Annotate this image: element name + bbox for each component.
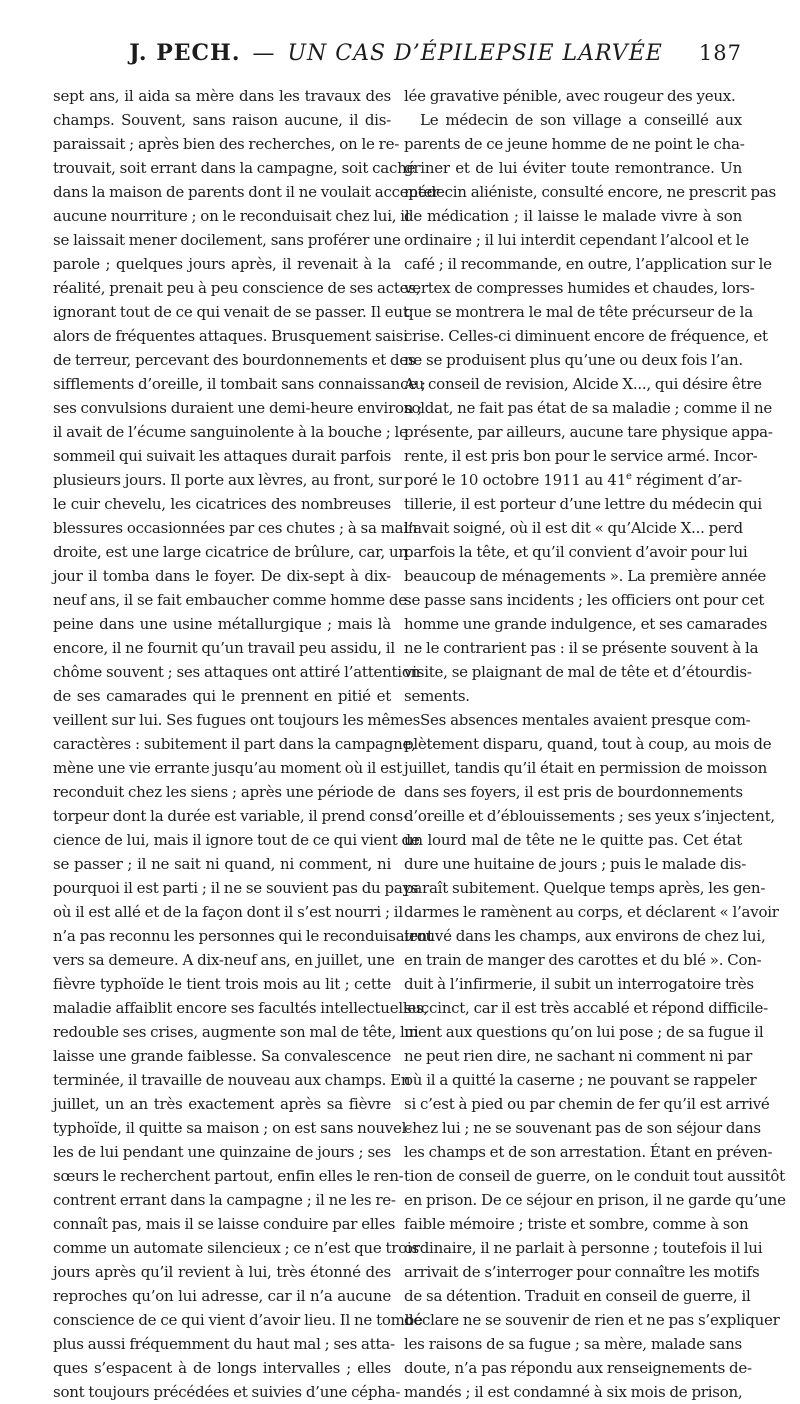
text-line: n’a pas reconnu les personnes qui le reconduisaient	[53, 927, 433, 945]
text-line: blessures occasionnées par ces chutes ; à sa main	[53, 519, 418, 537]
text-line: arrivait de s’interroger pour connaître les motifs	[404, 1263, 760, 1281]
text-line: reconduit chez les siens ; après une période de	[53, 783, 396, 801]
text-line: médecin aliéniste, consulté encore, ne prescrit pas	[404, 183, 777, 201]
text-line: juillet, tandis qu’il était en permission de moisson	[404, 759, 767, 777]
text-line: maladie affaiblit encore ses facultés intellectuelles,	[53, 999, 429, 1017]
text-line: sept ans, il aida sa mère dans les travaux des	[53, 87, 391, 105]
text-line: faible mémoire ; triste et sombre, comme à son	[404, 1215, 749, 1233]
text-line: contrent errant dans la campagne ; il ne les re-	[53, 1191, 396, 1209]
text-line: ment aux questions qu’on lui pose ; de sa fugue il	[404, 1023, 764, 1041]
page-number: 187	[698, 41, 742, 65]
running-head-author: J. PECH.	[129, 40, 241, 66]
text-line: les raisons de sa fugue ; sa mère, malade sans	[404, 1335, 742, 1353]
text-line: réalité, prenait peu à peu conscience de ses actes,	[53, 279, 421, 297]
text-line: de ses camarades qui le prennent en pitié et	[53, 687, 391, 705]
text-line: comme un automate silencieux ; ce n’est que trois	[53, 1239, 419, 1257]
text-line: en prison. De ce séjour en prison, il ne garde qu’une	[404, 1191, 786, 1209]
running-head-title: UN CAS D’ÉPILEPSIE LARVÉE	[287, 41, 663, 66]
running-title	[50, 38, 742, 69]
running-head-separator: —	[252, 41, 276, 66]
text-line: ques s’espacent à de longs intervalles ; elles	[53, 1359, 391, 1377]
text-line: mène une vie errante jusqu’au moment où il est	[53, 759, 402, 777]
text-line: plètement disparu, quand, tout à coup, au mois de	[404, 735, 772, 753]
text-line: homme une grande indulgence, et ses camarades	[404, 615, 768, 633]
text-line: griner et de lui éviter toute remontrance. Un	[404, 159, 742, 177]
text-line: fièvre typhoïde le tient trois mois au lit ; cette	[53, 975, 391, 993]
text-line: plus aussi fréquemment du haut mal ; ses atta-	[53, 1335, 395, 1353]
text-line: de sa détention. Traduit en conseil de guerre, il	[404, 1287, 751, 1305]
text-line: reproches qu’on lui adresse, car il n’a aucune	[53, 1287, 391, 1305]
text-line: sœurs le recherchent partout, enfin elles le ren-	[53, 1167, 404, 1185]
text-line: se passer ; il ne sait ni quand, ni comment, ni	[53, 855, 391, 873]
text-line: les champs et de son arrestation. Étant en préven-	[404, 1143, 773, 1161]
text-line: torpeur dont la durée est variable, il prend cons-	[53, 807, 408, 825]
text-line: se laissait mener docilement, sans proférer une	[53, 231, 401, 249]
text-line: connaît pas, mais il se laisse conduire par elles	[53, 1215, 396, 1233]
text-line: dans la maison de parents dont il ne voulait accepter	[53, 183, 440, 201]
text-line: sements.	[404, 687, 470, 705]
text-line: dure une huitaine de jours ; puis le malade dis-	[404, 855, 747, 873]
running-head	[50, 38, 742, 68]
text-line: déclare ne se souvenir de rien et ne pas s’expliquer	[404, 1311, 780, 1329]
text-line: Au conseil de revision, Alcide X..., qui désire être	[404, 375, 762, 393]
text-line: en train de manger des carottes et du blé ». Con-	[404, 951, 762, 969]
text-line: soldat, ne fait pas état de sa maladie ; comme il ne	[404, 399, 773, 417]
text-line: l’avait soigné, où il est dit « qu’Alcide X... perd	[404, 519, 743, 537]
text-line: ordinaire ; il lui interdit cependant l’alcool et le	[404, 231, 749, 249]
text-line: vers sa demeure. A dix-neuf ans, en juillet, une	[53, 951, 395, 969]
text-line: chez lui ; ne se souvenant pas de son séjour dans	[404, 1119, 761, 1137]
text-line: parole ; quelques jours après, il revenait à la	[53, 255, 391, 273]
text-line: visite, se plaignant de mal de tête et d’étourdis-	[404, 663, 752, 681]
text-line: poré le 10 octobre 1911 au 41e régiment d’ar-	[404, 471, 742, 489]
text-line: d’oreille et d’éblouissements ; ses yeux s’injectent,	[404, 807, 775, 825]
text-line: se passe sans incidents ; les officiers ont pour cet	[404, 591, 765, 609]
text-line: trouvé dans les champs, aux environs de chez lui,	[404, 927, 766, 945]
text-line: ordinaire, il ne parlait à personne ; toutefois il lui	[404, 1239, 763, 1257]
text-line: chôme souvent ; ses attaques ont attiré l’attention	[53, 663, 421, 681]
text-line: parents de ce jeune homme de ne point le cha-	[404, 135, 745, 153]
text-line: beaucoup de ménagements ». La première année	[404, 567, 766, 585]
text-line: caractères : subitement il part dans la campagne,	[53, 735, 416, 753]
text-line: juillet, un an très exactement après sa fièvre	[53, 1095, 391, 1113]
text-line: les de lui pendant une quinzaine de jours ; ses	[53, 1143, 391, 1161]
text-line: café ; il recommande, en outre, l’application sur le	[404, 255, 772, 273]
right-column	[404, 84, 786, 1404]
text-line: rente, il est pris bon pour le service armé. Incor-	[404, 447, 758, 465]
text-line: pourquoi il est parti ; il ne se souvient pas du pays	[53, 879, 419, 897]
text-line: si c’est à pied ou par chemin de fer qu’il est arrivé	[404, 1095, 770, 1113]
text-line: présente, par ailleurs, aucune tare physique appa-	[404, 423, 773, 441]
text-line: lée gravative pénible, avec rougeur des yeux.	[404, 87, 736, 105]
text-line: doute, n’a pas répondu aux renseignements de-	[404, 1359, 752, 1377]
text-line: un lourd mal de tête ne le quitte pas. Cet état	[404, 831, 742, 849]
text-line: sifflements d’oreille, il tombait sans connaissance ;	[53, 375, 426, 393]
text-line: alors de fréquentes attaques. Brusquement saisi	[53, 327, 408, 345]
text-line: il avait de l’écume sanguinolente à la bouche ; le	[53, 423, 408, 441]
text-line: de terreur, percevant des bourdonnements et des	[53, 351, 416, 369]
text-line: ne peut rien dire, ne sachant ni comment ni par	[404, 1047, 753, 1065]
text-line: veillent sur lui. Ses fugues ont toujours les mêmes	[53, 711, 421, 729]
text-line: ignorant tout de ce qui venait de se passer. Il eut	[53, 303, 409, 321]
text-line: de médication ; il laisse le malade vivre à son	[404, 207, 742, 225]
text-line: vertex de compresses humides et chaudes, lors-	[404, 279, 755, 297]
text-line: champs. Souvent, sans raison aucune, il dis-	[53, 111, 391, 129]
text-line: jour il tomba dans le foyer. De dix-sept à dix-	[53, 567, 391, 585]
text-line: conscience de ce qui vient d’avoir lieu. Il ne tombe	[53, 1311, 423, 1329]
text-line: parfois la tête, et qu’il convient d’avoir pour lui	[404, 543, 748, 561]
text-line: darmes le ramènent au corps, et déclarent « l’avoir	[404, 903, 779, 921]
text-line: paraissait ; après bien des recherches, on le re-	[53, 135, 400, 153]
text-line: redouble ses crises, augmente son mal de tête, lui	[53, 1023, 419, 1041]
text-line: Ses absences mentales avaient presque com-	[420, 711, 751, 729]
text-line: le cuir chevelu, les cicatrices des nombreuses	[53, 495, 391, 513]
text-line: peine dans une usine métallurgique ; mais là	[53, 615, 391, 633]
text-line: dans ses foyers, il est pris de bourdonnements	[404, 783, 743, 801]
text-line: ses convulsions duraient une demi-heure environ ;	[53, 399, 423, 417]
text-line: crise. Celles-ci diminuent encore de fréquence, et	[404, 327, 768, 345]
text-line: neuf ans, il se fait embaucher comme homme de	[53, 591, 407, 609]
text-line: ne se produisent plus qu’une ou deux fois l’an.	[404, 351, 743, 369]
text-line: ne le contrarient pas : il se présente souvent à la	[404, 639, 759, 657]
text-line: que se montrera le mal de tête précurseur de la	[404, 303, 753, 321]
text-line: sont toujours précédées et suivies d’une cépha-	[53, 1383, 401, 1401]
text-line: Le médecin de son village a conseillé aux	[420, 111, 742, 129]
text-line: mandés ; il est condamné à six mois de prison,	[404, 1383, 743, 1401]
text-line: tillerie, il est porteur d’une lettre du médecin qui	[404, 495, 762, 513]
text-line: cience de lui, mais il ignore tout de ce qui vient de	[53, 831, 420, 849]
text-line: tion de conseil de guerre, on le conduit tout aussitôt	[404, 1167, 785, 1185]
text-line: laisse une grande faiblesse. Sa convalescence	[53, 1047, 391, 1065]
text-line: jours après qu’il revient à lui, très étonné des	[53, 1263, 391, 1281]
text-line: plusieurs jours. Il porte aux lèvres, au front, sur	[53, 471, 402, 489]
text-line: où il a quitté la caserne ; ne pouvant se rappeler	[404, 1071, 757, 1089]
text-line: où il est allé et de la façon dont il s’est nourri ; il	[53, 903, 403, 921]
text-line: aucune nourriture ; on le reconduisait chez lui, il	[53, 207, 410, 225]
text-line: succinct, car il est très accablé et répond difficile-	[404, 999, 768, 1017]
text-line: droite, est une large cicatrice de brûlure, car, un	[53, 543, 408, 561]
text-line: terminée, il travaille de nouveau aux champs. En	[53, 1071, 411, 1089]
text-line: sommeil qui suivait les attaques durait parfois	[53, 447, 392, 465]
text-line: encore, il ne fournit qu’un travail peu assidu, il	[53, 639, 395, 657]
text-line: trouvait, soit errant dans la campagne, soit caché	[53, 159, 416, 177]
text-line: duit à l’infirmerie, il subit un interrogatoire très	[404, 975, 754, 993]
text-line: typhoïde, il quitte sa maison ; on est sans nouvel-	[53, 1119, 411, 1137]
text-line: paraît subitement. Quelque temps après, les gen-	[404, 879, 766, 897]
